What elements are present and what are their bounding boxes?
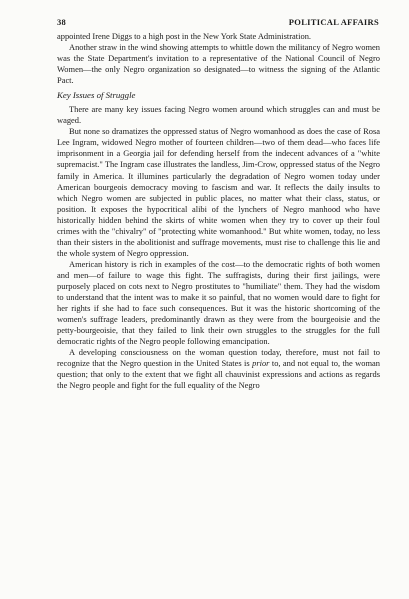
- paragraph-developing-consciousness: [57, 347, 380, 391]
- body-text: [57, 31, 380, 391]
- running-header: [57, 17, 379, 29]
- text-run: A developing consciousness on the woman question today, therefore, must not fail to recognize that the Negro question in the United States is: [57, 347, 380, 369]
- paragraph-american-history: American history is rich in examples of the cost—to the democratic rights of both women and men—of failure to wage this fight. The suffragists, during their first jailings, were purposely placed on cots next to Negro prostitutes to "humiliate" them. They had the wisdom to understand that the intent was to make it so painful, that no women would dare to fight for her rights if she had to face such consequences. But it was the historic shortcoming of the women's suffrage leaders, predominantly drawn as they were from the bourgeoisie and the petty-bourgeoisie, that they failed to link their own struggles to the struggles for the full democratic rights of the Negro people following emancipation.: [57, 258, 380, 347]
- emphasis-prior: prior: [252, 358, 270, 369]
- paragraph-continuation: appointed Irene Diggs to a high post in the New York State Administration.: [57, 31, 312, 41]
- section-heading: Key Issues of Struggle: [57, 90, 136, 101]
- paragraph-state-department: Another straw in the wind showing attempts to whittle down the militancy of Negro women was the State Department's invitation to a representative of the National Council of Negro Women—the only Negro organization so designated—to witness the signing of the Atlantic Pact.: [57, 42, 380, 86]
- paragraph-ingram-case: But none so dramatizes the oppressed status of Negro womanhood as does the case of Rosa Lee Ingram, widowed Negro mother of fourteen children—two of them dead—who faces life imprisonment in a Georgia jail for defending herself from the indecent advances of a "white supremacist." The Ingram case illustrates the landless, Jim-Crow, oppressed status of the Negro family in America. It illumines particularly the degradation of Negro women today under American bourgeois democracy moving to fascism and war. It reflects the daily insults to which Negro women are subjected in public places, no matter what their class, status, or position. It exposes the hypocritical alibi of the lynchers of Negro manhood who have historically hidden behind the skirts of white women when they try to cover up their foul crimes with the "chivalry" of "protecting white womanhood." But white women, today, no less than their sisters in the abolitionist and suffrage movements, must rise to challenge this lie and the whole system of Negro oppression.: [57, 126, 380, 258]
- page-number: 38: [57, 17, 67, 27]
- paragraph-key-issues: There are many key issues facing Negro women around which struggles can and must be waged.: [57, 104, 380, 126]
- journal-title: POLITICAL AFFAIRS: [288, 17, 379, 27]
- text-run: to, and not equal to, the woman question; that only to the extent that we fight all chauvinist expressions and actions as regards the Negro people and fight for the full equality of the Negro: [57, 358, 381, 391]
